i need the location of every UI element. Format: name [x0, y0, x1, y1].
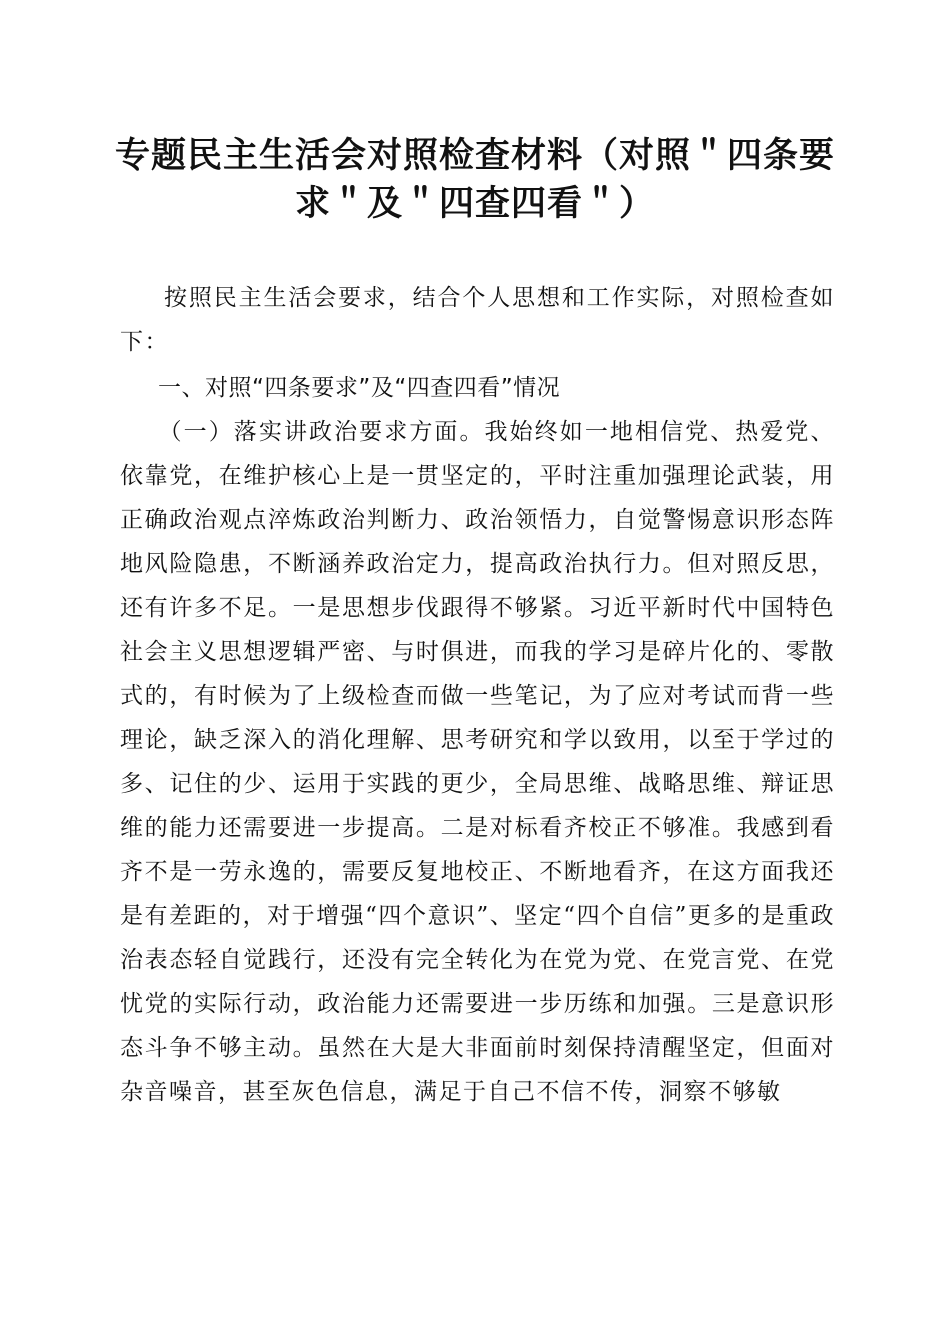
section-1-label: （一） — [158, 419, 234, 445]
section-heading-1: 一、对照“四条要求”及“四查四看”情况 — [158, 375, 561, 401]
title-line-1: 专题民主生活会对照检查材料（对照＂四条要 — [114, 135, 835, 176]
document-title — [100, 132, 850, 228]
intro-paragraph: 按照民主生活会要求，结合个人思想和工作实际，对照检查如下： — [120, 285, 835, 355]
section-1-text: 落实讲政治要求方面。我始终如一地相信党、热爱党、依靠党，在维护核心上是一贯坚定的，平时注重加强理论武装，用正确政治观点淬炼政治判断力、政治领悟力，自觉警惕意识形态阵地风险隐患，不断涵养政治定力，提高政治执行力。但对照反思，还有许多不足。一是思想步伐跟得不够紧。习近平新时代中国特色社会主义思想逻辑严密、与时俱进，而我的学习是碎片化的、零散式的，有时候为了上级检查而做一些笔记，为了应对考试而背一些理论，缺乏深入的消化理解、思考研究和学以致用，以至于学过的多、记住的少、运用于实践的更少，全局思维、战略思维、辩证思维的能力还需要进一步提高。二是对标看齐校正不够准。我感到看齐不是一劳永逸的，需要反复地校正、不断地看齐，在这方面我还是有差距的，对于增强“四个意识”、坚定“四个自信”更多的是重政治表态轻自觉践行，还没有完全转化为在党为党、在党言党、在党忧党的实际行动，政治能力还需要进一步历练和加强。三是意识形态斗争不够主动。虽然在大是大非面前时刻保持清醒坚定，但面对杂音噪音，甚至灰色信息，满足于自己不信不传，洞察不够敏 — [120, 419, 835, 1105]
title-line-2: 求＂及＂四查四看＂） — [294, 183, 655, 224]
section-1-paragraph — [120, 410, 835, 1180]
